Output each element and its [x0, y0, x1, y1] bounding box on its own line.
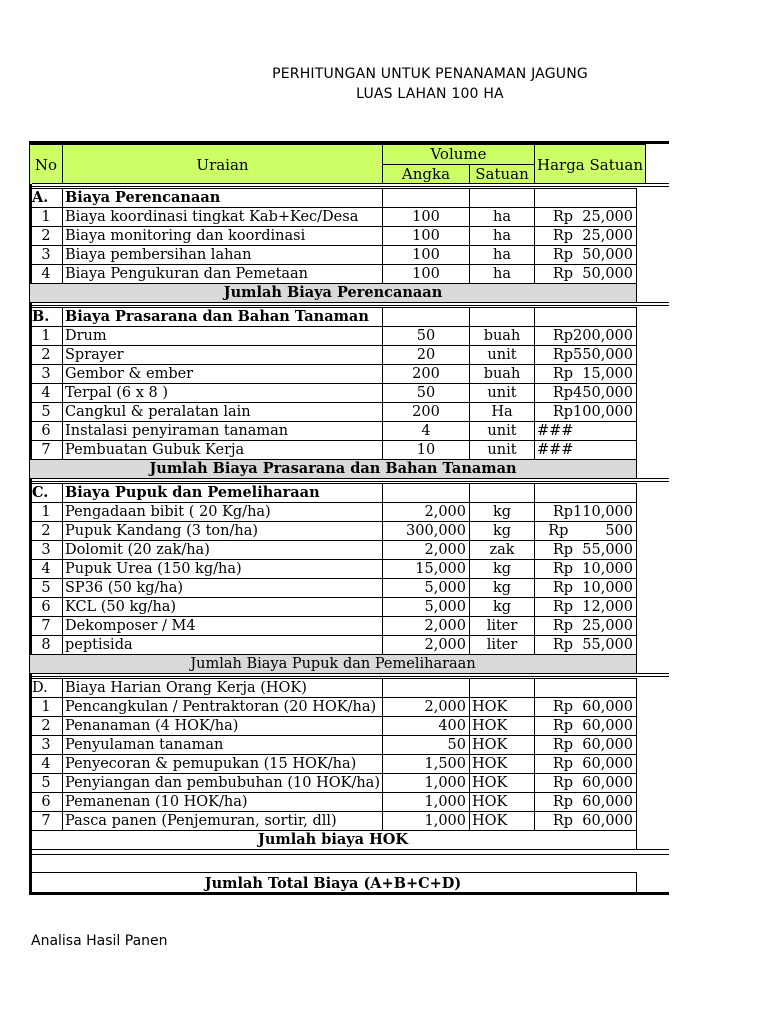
section-c-table [29, 483, 637, 674]
row-angka: 1,000 [383, 812, 470, 831]
row-angka: 1,500 [383, 755, 470, 774]
row-harga: Rp550,000 [535, 346, 637, 365]
row-satuan: HOK [470, 774, 535, 793]
table-row [30, 403, 637, 422]
row-no: 1 [30, 208, 63, 227]
row-no: 3 [30, 246, 63, 265]
table-row [30, 365, 637, 384]
row-angka: 200 [383, 365, 470, 384]
row-harga: Rp 60,000 [535, 793, 637, 812]
row-angka: 50 [383, 736, 470, 755]
row-no: 5 [30, 403, 63, 422]
row-no: 3 [30, 365, 63, 384]
row-angka: 50 [383, 384, 470, 403]
row-harga: Rp100,000 [535, 403, 637, 422]
header-satuan: Satuan [470, 165, 535, 185]
row-angka: 2,000 [383, 541, 470, 560]
row-harga: Rp 50,000 [535, 246, 637, 265]
row-harga: Rp 55,000 [535, 636, 637, 655]
table-row [30, 208, 637, 227]
row-harga: Rp 50,000 [535, 265, 637, 284]
row-satuan: kg [470, 598, 535, 617]
row-no: 3 [30, 541, 63, 560]
row-no: 4 [30, 265, 63, 284]
row-no: 2 [30, 227, 63, 246]
empty-cell [383, 679, 470, 698]
empty-cell [535, 189, 637, 208]
row-uraian: Penyulaman tanaman [63, 736, 383, 755]
row-uraian: Pencangkulan / Pentraktoran (20 HOK/ha) [63, 698, 383, 717]
table-row [30, 246, 637, 265]
row-satuan: ha [470, 265, 535, 284]
table-row [30, 755, 637, 774]
section-heading [30, 679, 637, 698]
row-uraian: Drum [63, 327, 383, 346]
row-harga: Rp 55,000 [535, 541, 637, 560]
row-no: 4 [30, 560, 63, 579]
empty-cell [470, 189, 535, 208]
section-code: B. [30, 308, 63, 327]
row-uraian: Biaya Pengukuran dan Pemetaan [63, 265, 383, 284]
document-title: PERHITUNGAN UNTUK PENANAMAN JAGUNG [272, 66, 588, 82]
row-no: 1 [30, 698, 63, 717]
row-harga: Rp 60,000 [535, 736, 637, 755]
table-row [30, 698, 637, 717]
row-satuan: liter [470, 636, 535, 655]
row-harga: Rp 12,000 [535, 598, 637, 617]
table-row [30, 441, 637, 460]
row-no: 4 [30, 755, 63, 774]
row-no: 7 [30, 617, 63, 636]
row-uraian: Sprayer [63, 346, 383, 365]
row-uraian: Penyecoran & pemupukan (15 HOK/ha) [63, 755, 383, 774]
row-satuan: kg [470, 503, 535, 522]
row-satuan: liter [470, 617, 535, 636]
row-satuan: buah [470, 327, 535, 346]
row-satuan: HOK [470, 793, 535, 812]
row-satuan: unit [470, 422, 535, 441]
table-row [30, 422, 637, 441]
row-harga: Rp 25,000 [535, 208, 637, 227]
empty-cell [470, 679, 535, 698]
empty-cell [383, 189, 470, 208]
table-row [30, 598, 637, 617]
row-harga: Rp110,000 [535, 503, 637, 522]
row-satuan: Ha [470, 403, 535, 422]
row-no: 3 [30, 736, 63, 755]
row-harga: Rp 25,000 [535, 227, 637, 246]
row-angka: 1,000 [383, 774, 470, 793]
table-row [30, 503, 637, 522]
row-no: 7 [30, 441, 63, 460]
row-uraian: Terpal (6 x 8 ) [63, 384, 383, 403]
row-satuan: HOK [470, 812, 535, 831]
section-d-table [29, 678, 637, 850]
row-angka: 100 [383, 246, 470, 265]
section-total-row [30, 284, 637, 303]
empty-cell [535, 679, 637, 698]
row-satuan: unit [470, 441, 535, 460]
row-no: 2 [30, 346, 63, 365]
section-code: D. [30, 679, 63, 698]
row-uraian: Pemanenan (10 HOK/ha) [63, 793, 383, 812]
section-total-label: Jumlah Biaya Pupuk dan Pemeliharaan [30, 655, 637, 674]
row-no: 2 [30, 522, 63, 541]
row-uraian: Pembuatan Gubuk Kerja [63, 441, 383, 460]
row-no: 2 [30, 717, 63, 736]
section-total-label: Jumlah Biaya Perencanaan [30, 284, 637, 303]
empty-cell [470, 308, 535, 327]
header-no: No [30, 145, 63, 185]
empty-cell [535, 484, 637, 503]
grand-total-table [29, 872, 637, 895]
row-divider [32, 673, 669, 677]
table-row [30, 346, 637, 365]
row-divider [32, 302, 669, 306]
row-satuan: kg [470, 560, 535, 579]
row-uraian: Gembor & ember [63, 365, 383, 384]
empty-cell [383, 484, 470, 503]
section-code: A. [30, 189, 63, 208]
row-no: 8 [30, 636, 63, 655]
table-row [30, 812, 637, 831]
table-row [30, 617, 637, 636]
table-row [30, 793, 637, 812]
row-satuan: ha [470, 227, 535, 246]
section-total-row [30, 655, 637, 674]
row-no: 1 [30, 327, 63, 346]
table-row [30, 227, 637, 246]
section-name: Biaya Perencanaan [63, 189, 383, 208]
row-angka: 20 [383, 346, 470, 365]
row-harga: ### [535, 441, 637, 460]
section-b-table [29, 307, 637, 479]
empty-cell [470, 484, 535, 503]
row-satuan: HOK [470, 698, 535, 717]
footer-note: Analisa Hasil Panen [31, 933, 168, 949]
row-satuan: HOK [470, 717, 535, 736]
row-angka: 400 [383, 717, 470, 736]
row-uraian: Penyiangan dan pembubuhan (10 HOK/ha) [63, 774, 383, 793]
row-uraian: Biaya pembersihan lahan [63, 246, 383, 265]
row-satuan: unit [470, 346, 535, 365]
row-angka: 4 [383, 422, 470, 441]
row-harga: ### [535, 422, 637, 441]
row-no: 6 [30, 598, 63, 617]
row-no: 7 [30, 812, 63, 831]
row-uraian: KCL (50 kg/ha) [63, 598, 383, 617]
row-satuan: buah [470, 365, 535, 384]
row-angka: 10 [383, 441, 470, 460]
row-satuan: kg [470, 522, 535, 541]
section-name: Biaya Prasarana dan Bahan Tanaman [63, 308, 383, 327]
section-total-label: Jumlah biaya HOK [30, 831, 637, 850]
row-no: 4 [30, 384, 63, 403]
section-heading [30, 308, 637, 327]
section-total-row [30, 831, 637, 850]
grand-total-row [30, 873, 637, 895]
row-satuan: ha [470, 246, 535, 265]
section-name: Biaya Harian Orang Kerja (HOK) [63, 679, 383, 698]
row-divider [32, 183, 669, 187]
section-heading [30, 484, 637, 503]
row-uraian: Pengadaan bibit ( 20 Kg/ha) [63, 503, 383, 522]
table-row [30, 717, 637, 736]
row-angka: 2,000 [383, 698, 470, 717]
empty-cell [383, 308, 470, 327]
document-subtitle: LUAS LAHAN 100 HA [356, 86, 504, 102]
header-uraian: Uraian [63, 145, 383, 185]
row-harga: Rp450,000 [535, 384, 637, 403]
row-satuan: zak [470, 541, 535, 560]
table-row [30, 327, 637, 346]
grand-total-label: Jumlah Total Biaya (A+B+C+D) [30, 873, 637, 895]
row-angka: 2,000 [383, 503, 470, 522]
table-row [30, 774, 637, 793]
row-harga: Rp 60,000 [535, 698, 637, 717]
row-angka: 2,000 [383, 617, 470, 636]
empty-cell [535, 308, 637, 327]
table-row [30, 736, 637, 755]
row-harga: Rp 60,000 [535, 755, 637, 774]
table-row [30, 384, 637, 403]
row-harga: Rp 15,000 [535, 365, 637, 384]
row-uraian: Pupuk Urea (150 kg/ha) [63, 560, 383, 579]
section-total-row [30, 460, 637, 479]
row-no: 5 [30, 774, 63, 793]
row-harga: Rp 10,000 [535, 560, 637, 579]
row-angka: 300,000 [383, 522, 470, 541]
table-row [30, 522, 637, 541]
row-no: 5 [30, 579, 63, 598]
section-heading [30, 189, 637, 208]
row-satuan: HOK [470, 736, 535, 755]
row-uraian: Penanaman (4 HOK/ha) [63, 717, 383, 736]
row-angka: 100 [383, 227, 470, 246]
row-harga: Rp 25,000 [535, 617, 637, 636]
row-angka: 200 [383, 403, 470, 422]
row-uraian: Pasca panen (Penjemuran, sortir, dll) [63, 812, 383, 831]
section-total-label: Jumlah Biaya Prasarana dan Bahan Tanaman [30, 460, 637, 479]
row-harga: Rp 60,000 [535, 774, 637, 793]
section-code: C. [30, 484, 63, 503]
header-volume: Volume [383, 145, 535, 165]
row-satuan: HOK [470, 755, 535, 774]
row-harga: Rp 500 [535, 522, 637, 541]
header-harga-satuan: Harga Satuan [535, 145, 646, 185]
row-satuan: ha [470, 208, 535, 227]
table-row [30, 636, 637, 655]
row-no: 1 [30, 503, 63, 522]
table-header [29, 144, 646, 185]
row-angka: 100 [383, 208, 470, 227]
row-angka: 5,000 [383, 579, 470, 598]
header-angka: Angka [383, 165, 470, 185]
row-uraian: SP36 (50 kg/ha) [63, 579, 383, 598]
row-uraian: Pupuk Kandang (3 ton/ha) [63, 522, 383, 541]
row-angka: 100 [383, 265, 470, 284]
row-angka: 1,000 [383, 793, 470, 812]
row-harga: Rp 60,000 [535, 717, 637, 736]
row-angka: 2,000 [383, 636, 470, 655]
row-angka: 15,000 [383, 560, 470, 579]
row-uraian: Cangkul & peralatan lain [63, 403, 383, 422]
row-harga: Rp 60,000 [535, 812, 637, 831]
row-uraian: peptisida [63, 636, 383, 655]
table-row [30, 579, 637, 598]
section-name: Biaya Pupuk dan Pemeliharaan [63, 484, 383, 503]
row-uraian: Biaya koordinasi tingkat Kab+Kec/Desa [63, 208, 383, 227]
row-satuan: kg [470, 579, 535, 598]
row-harga: Rp200,000 [535, 327, 637, 346]
row-no: 6 [30, 793, 63, 812]
row-angka: 5,000 [383, 598, 470, 617]
row-uraian: Dekomposer / M4 [63, 617, 383, 636]
row-uraian: Dolomit (20 zak/ha) [63, 541, 383, 560]
row-satuan: unit [470, 384, 535, 403]
table-row [30, 560, 637, 579]
row-uraian: Biaya monitoring dan koordinasi [63, 227, 383, 246]
table-row [30, 265, 637, 284]
table-row [30, 541, 637, 560]
row-no: 6 [30, 422, 63, 441]
row-divider [32, 478, 669, 482]
row-uraian: Instalasi penyiraman tanaman [63, 422, 383, 441]
row-angka: 50 [383, 327, 470, 346]
section-a-table [29, 188, 637, 303]
row-harga: Rp 10,000 [535, 579, 637, 598]
row-divider [32, 849, 669, 855]
